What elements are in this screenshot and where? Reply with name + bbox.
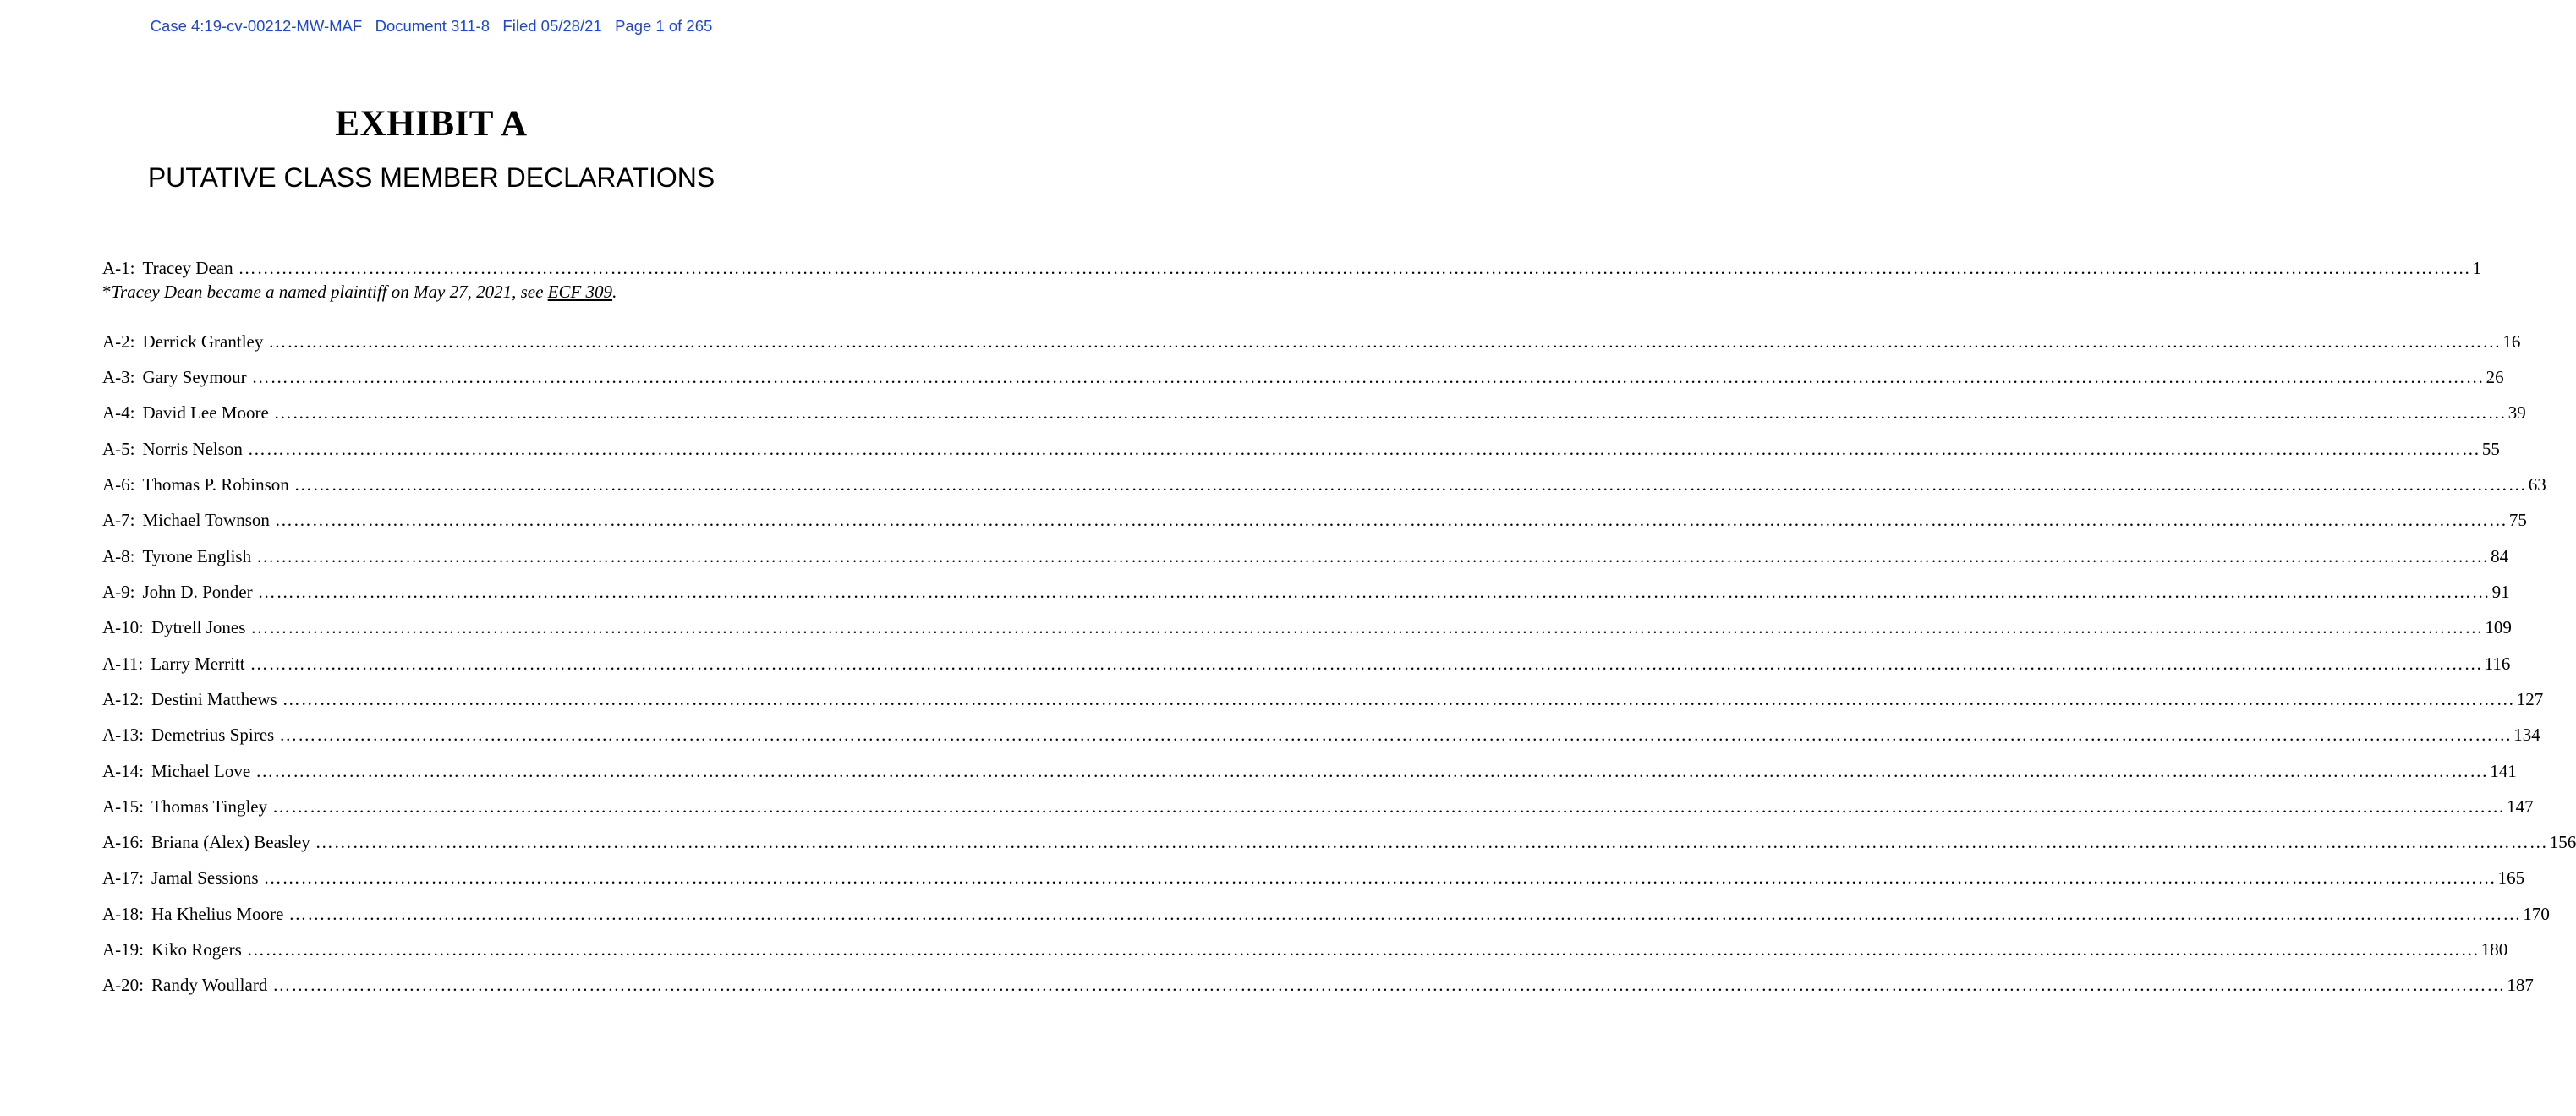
toc-leader-dots: ……………………………………………………………………………………………………………………………………………………………………………………………………………………………………………………………………………………………………………………………… [288, 904, 2522, 924]
toc-entry-id: A-3: [102, 367, 135, 387]
toc-leader-dots: ……………………………………………………………………………………………………………………………………………………………………………………………………………………………………………………………………………………………………………………………… [274, 510, 2507, 530]
toc-entry-page: 55 [2481, 439, 2500, 459]
toc-entry-name: Norris Nelson [142, 439, 243, 459]
toc-entry-name: Tyrone English [142, 546, 252, 566]
toc-entry[interactable] [102, 473, 2546, 496]
toc-entry-id: A-4: [102, 402, 135, 423]
toc-entry-page: 127 [2516, 689, 2544, 709]
toc-entry-name: Jamal Sessions [151, 867, 259, 888]
toc-entry-id: A-9: [102, 582, 135, 602]
toc-entry-page: 16 [2502, 331, 2521, 352]
toc-entry-page: 26 [2486, 367, 2504, 387]
toc-entry-name: Kiko Rogers [151, 939, 242, 960]
toc-entry[interactable] [102, 723, 2540, 747]
toc-leader-dots: ……………………………………………………………………………………………………………………………………………………………………………………………………………………………………………………………………………………………………………………………… [273, 402, 2507, 423]
toc-entry[interactable] [102, 938, 2508, 961]
toc-entry-page: 84 [2491, 546, 2509, 566]
toc-leader-dots: ……………………………………………………………………………………………………………………………………………………………………………………………………………………………………………………………………………………………………………………………… [272, 975, 2506, 995]
toc-leader-dots: ……………………………………………………………………………………………………………………………………………………………………………………………………………………………………………………………………………………………………………………………… [272, 796, 2506, 817]
toc-entry-page: 75 [2508, 510, 2527, 530]
toc-entry-page: 141 [2490, 761, 2517, 781]
toc-entry-id: A-14: [102, 761, 144, 781]
toc-entry-id: A-19: [102, 939, 144, 960]
toc-leader-dots: ……………………………………………………………………………………………………………………………………………………………………………………………………………………………………………………………………………………………………………………………… [255, 761, 2489, 781]
toc-entry[interactable] [102, 687, 2544, 711]
toc-entry[interactable] [102, 795, 2534, 818]
toc-entry[interactable] [102, 365, 2504, 389]
toc-entry-id: A-10: [102, 617, 144, 637]
toc-entry[interactable] [102, 759, 2517, 783]
toc-entry-id: A-5: [102, 439, 135, 459]
toc-entry-name: Randy Woullard [151, 975, 268, 995]
toc-entry[interactable] [102, 652, 2511, 676]
toc-entry-page: 134 [2513, 725, 2540, 745]
toc-leader-dots: ……………………………………………………………………………………………………………………………………………………………………………………………………………………………………………………………………………………………………………………………… [256, 546, 2490, 566]
toc-entry-page: 63 [2528, 474, 2546, 495]
toc-entry-id: A-18: [102, 904, 144, 924]
toc-entry[interactable] [102, 973, 2534, 997]
toc-leader-dots: ……………………………………………………………………………………………………………………………………………………………………………………………………………………………………………………………………………………………………………………………… [250, 617, 2484, 637]
toc-entry-name: John D. Ponder [142, 582, 253, 602]
toc-entry[interactable] [102, 830, 2576, 854]
toc-leader-dots: ……………………………………………………………………………………………………………………………………………………………………………………………………………………………………………………………………………………………………………………………… [293, 474, 2527, 495]
case-filing-header: Case 4:19-cv-00212-MW-MAF Document 311-8 Filed 05/28/21 Page 1 of 265 [150, 17, 713, 35]
toc-entry[interactable] [102, 330, 2521, 353]
toc-entry-id: A-13: [102, 725, 144, 745]
toc-entry-name: Derrick Grantley [142, 331, 264, 352]
toc-entry-page: 1 [2472, 258, 2482, 278]
toc-entry-name: Larry Merritt [151, 654, 245, 674]
toc-entry-page: 156 [2549, 832, 2576, 852]
toc-entry-id: A-2: [102, 331, 135, 352]
toc-entry-name: Thomas P. Robinson [142, 474, 289, 495]
toc-entry-id: A-7: [102, 510, 135, 530]
named-plaintiff-note [102, 280, 617, 304]
toc-leader-dots: ……………………………………………………………………………………………………………………………………………………………………………………………………………………………………………………………………………………………………………………………… [315, 832, 2548, 852]
toc-entry-name: Michael Love [151, 761, 251, 781]
toc-entry-name: Michael Townson [142, 510, 270, 530]
toc-leader-dots: ……………………………………………………………………………………………………………………………………………………………………………………………………………………………………………………………………………………………………………………………… [257, 582, 2491, 602]
ecf-309-link[interactable]: ECF 309 [547, 282, 613, 302]
toc-leader-dots: ……………………………………………………………………………………………………………………………………………………………………………………………………………………………………………………………………………………………………………………………… [251, 367, 2485, 387]
toc-entry-name: Dytrell Jones [151, 617, 246, 637]
toc-entry-page: 180 [2480, 939, 2508, 960]
toc-entry-name: Briana (Alex) Beasley [151, 832, 310, 852]
toc-entry[interactable] [102, 866, 2525, 889]
toc-entry-page: 116 [2484, 654, 2511, 674]
toc-leader-dots: ……………………………………………………………………………………………………………………………………………………………………………………………………………………………………………………………………………………………………………………………… [268, 331, 2502, 352]
toc-entry-name: Ha Khelius Moore [151, 904, 284, 924]
toc-entry-name: Destini Matthews [151, 689, 277, 709]
toc-leader-dots: ……………………………………………………………………………………………………………………………………………………………………………………………………………………………………………………………………………………………………………………………… [247, 439, 2480, 459]
toc-entry[interactable] [102, 508, 2527, 532]
toc-leader-dots: ……………………………………………………………………………………………………………………………………………………………………………………………………………………………………………………………………………………………………………………………… [263, 867, 2497, 888]
toc-leader-dots: ……………………………………………………………………………………………………………………………………………………………………………………………………………………………………………………………………………………………………………………………… [238, 258, 2471, 278]
toc-entry-id: A-16: [102, 832, 144, 852]
toc-entry-page: 147 [2507, 796, 2534, 817]
toc-entry-id: A-1: [102, 258, 135, 278]
exhibit-title: EXHIBIT A [335, 104, 528, 144]
toc-entry[interactable] [102, 615, 2512, 639]
toc-entry[interactable] [102, 580, 2510, 604]
toc-entry-page: 91 [2491, 582, 2510, 602]
toc-entry-id: A-17: [102, 867, 144, 888]
toc-entry-page: 109 [2485, 617, 2512, 637]
toc-entry[interactable] [102, 902, 2550, 926]
toc-entry-page: 187 [2507, 975, 2534, 995]
toc-entry-name: David Lee Moore [142, 402, 269, 423]
note-text: Tracey Dean became a named plaintiff on May 27, 2021, see [111, 282, 548, 302]
toc-entry[interactable] [102, 437, 2500, 461]
toc-entry-page: 165 [2497, 867, 2525, 888]
toc-leader-dots: ……………………………………………………………………………………………………………………………………………………………………………………………………………………………………………………………………………………………………………………………… [279, 725, 2513, 745]
toc-entry[interactable] [102, 401, 2526, 424]
note-suffix: . [612, 282, 617, 302]
toc-leader-dots: ……………………………………………………………………………………………………………………………………………………………………………………………………………………………………………………………………………………………………………………………… [246, 939, 2480, 960]
toc-entry[interactable] [102, 256, 2482, 280]
toc-entry-name: Tracey Dean [142, 258, 233, 278]
toc-entry-name: Demetrius Spires [151, 725, 275, 745]
toc-entry-name: Gary Seymour [142, 367, 247, 387]
toc-entry-name: Thomas Tingley [151, 796, 268, 817]
toc-entry[interactable] [102, 544, 2509, 568]
toc-leader-dots: ……………………………………………………………………………………………………………………………………………………………………………………………………………………………………………………………………………………………………………………………… [282, 689, 2515, 709]
note-asterisk: * [102, 282, 112, 302]
toc-entry-id: A-8: [102, 546, 135, 566]
exhibit-subtitle: PUTATIVE CLASS MEMBER DECLARATIONS [147, 162, 715, 193]
toc-entry-id: A-11: [102, 654, 144, 674]
toc-entry-id: A-6: [102, 474, 135, 495]
toc-entry-page: 39 [2507, 402, 2526, 423]
toc-entry-id: A-12: [102, 689, 144, 709]
toc-entry-id: A-20: [102, 975, 144, 995]
toc-leader-dots: ……………………………………………………………………………………………………………………………………………………………………………………………………………………………………………………………………………………………………………………………… [249, 654, 2483, 674]
toc-entry-id: A-15: [102, 796, 144, 817]
toc-entry-page: 170 [2523, 904, 2550, 924]
